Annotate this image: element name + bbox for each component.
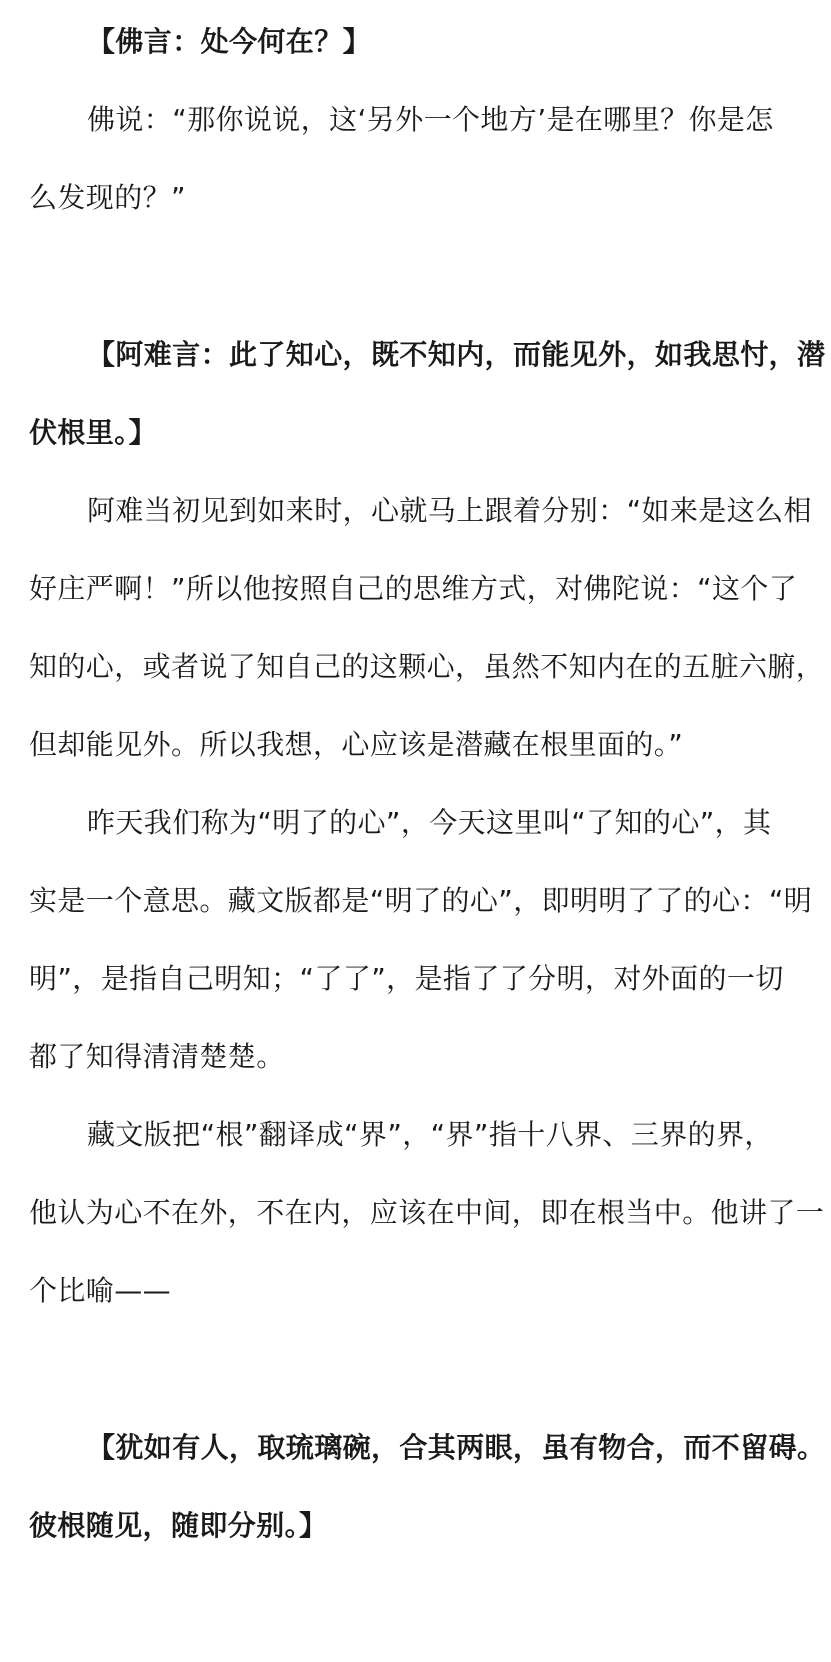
paragraph-line: 但却能见外。所以我想，心应该是潜藏在根里面的。” (29, 728, 684, 761)
paragraph-line: 藏文版把“根”翻译成“界”，“界”指十八界、三界的界， (87, 1118, 773, 1151)
paragraph-line: 好庄严啊！”所以他按照自己的思维方式，对佛陀说：“这个了 (29, 572, 798, 605)
section-heading-line: 【犹如有人，取琉璃碗，合其两眼，虽有物合，而不留碍。 (87, 1431, 826, 1464)
paragraph-line: 佛说：“那你说说，这‘另外一个地方’是在哪里？你是怎 (87, 103, 774, 136)
paragraph-line: 知的心，或者说了知自己的这颗心，虽然不知内在的五脏六腑， (29, 650, 825, 683)
paragraph-line: 明”，是指自己明知；“了了”，是指了了分明，对外面的一切 (29, 962, 784, 995)
paragraph-line: 他认为心不在外，不在内，应该在中间，即在根当中。他讲了一 (29, 1196, 825, 1229)
paragraph-line: 个比喻—— (29, 1274, 172, 1307)
paragraph-line: 实是一个意思。藏文版都是“明了的心”，即明明了了的心：“明 (29, 884, 813, 917)
section-heading-line: 彼根随见，随即分别。】 (29, 1509, 328, 1542)
paragraph-line: 昨天我们称为“明了的心”，今天这里叫“了知的心”，其 (87, 806, 772, 839)
paragraph-line: 么发现的？” (29, 181, 186, 214)
section-heading-line: 【阿难言：此了知心，既不知内，而能见外，如我思忖，潜 (87, 338, 826, 371)
paragraph-line: 阿难当初见到如来时，心就马上跟着分别：“如来是这么相 (87, 494, 812, 527)
section-heading-line: 伏根里。】 (29, 416, 158, 449)
section-heading-line: 【佛言：处今何在？】 (87, 25, 372, 58)
paragraph-line: 都了知得清清楚楚。 (29, 1040, 285, 1073)
